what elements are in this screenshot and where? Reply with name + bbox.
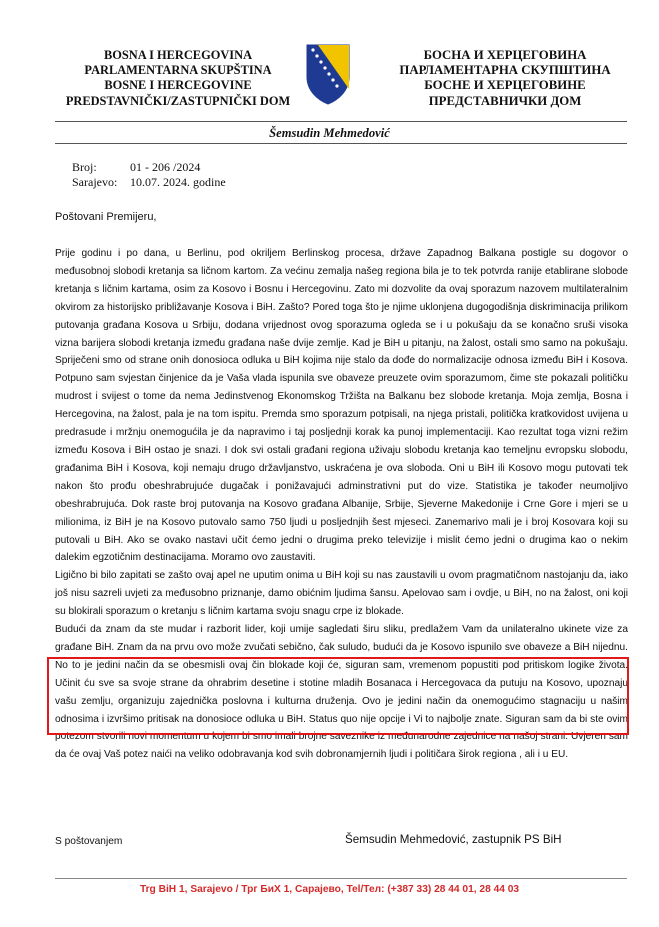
header-line: ПАРЛАМЕНТАРНА СКУПШТИНА: [399, 63, 611, 78]
header-line: БОСНА И ХЕРЦЕГОВИНА: [423, 48, 587, 62]
header-cyrillic: [380, 48, 630, 109]
reference-number: [72, 160, 200, 175]
paragraph: Budući da znam da ste mudar i razborit lider, koji umije sagledati širu sliku, predlažem Vam da unilateralno ukinete vize za građane BiH. Znam da na prvu ovo može zvučati sebično, čak suludo, budući da je Kosovo ispunilo sve obaveze a BiH nijednu. No to je jedini način da se obesmisli ovaj čin blokade koji će, siguran sam, vremenom popustiti pod pritiskom logike života. Učinit ću sve sa svoje strane da ohrabrim desetine i stotine mladih Bosanaca i Hercegovaca da putuju na Kosovo, upoznaju vašu zemlju, organizuju zajednička poslovna i kulturna druženja. Ovo je jedini način da onemogućimo stagnaciju u našim odnosima i izvršimo pritisak na donosioce odluka u BiH. Status quo nije opcije i Vi to najbolje znate. Siguran sam da bi ste ovim potezom stvorili novi momentum u kojem bi smo imali brojne saveznike iz međunarodne zajednice na našoj strani. Uvjeren sam da će ovaj Vaš potez naići na veliko odobravanja kod svih dobronamjernih ljudi i političara širok regiona , ali i u EU.: [55, 624, 628, 761]
paragraph: Prije godinu i po dana, u Berlinu, pod okriljem Berlinskog procesa, države Zapadnog Balkana postigle su dogovor o međusobnoj slobodi kretanja sa ličnom kartom. Za većinu zemalja našeg regiona bila je to tek potvrda ranije etablirane slobode kretanja s ličnim kartama, osim za Kosovo i Bosnu i Hercegovinu. Zato mi dozvolite da ovaj sporazum nazovem multilateralnim okvirom za historijsko približavanje Kosova i BiH. Zašto? Pored toga što je njime uklonjena dugogodišnja diskriminacija prilikom putovanja građana Kosova u Srbiju, dodana vrijednost ovog sporazuma ogleda se i u pokušaju da se konačno sruši visoka vizna barijera slobodi kretanja između građana naše dvije zemlje. Kad je BiH u pitanju, na žalost, ostali smo samo na pokušaju. Spriječeni smo od strane onih donosioca odluka u BiH kojima nije stalo da dođe do normalizacije odnosa između BiH i Kosova. Potpuno sam svjestan činjenice da je Vaša vlada ispunila sve obaveze preuzete ovim sporazumom, čime ste pokazali političku mudrost i svijest o tome da nema Jedinstvenog Ekonomskog Tržišta na Balkanu bez slobode kretanja. Moja zemlja, Bosna i Hercegovina, na žalost, pala je na tom ispitu. Premda smo sporazum potpisali, na njega pristali, politička kratkovidost uvijena u predrasude i mržnju onemogućila je da napravimo i taj posljednji korak ka punoj implementaciji. Kao rezultat toga vizni režim između Kosova i BiH ostao je snazi. I dok svi ostali građani regiona uživaju slobodu kretanja kao temeljnu evropsku slobodu, građanima BiH i Kosova, koji nemaju drugo državljanstvo, uskraćena je ova sloboda. Oni u BiH ili Kosovo mogu putovati tek nakon što prođu obeshrabrujuće dugačak i ponižavajući adminstrativni put do vize. Statistika je također neumoljivo obeshrabrujuća. Dok raste broj putovanja na Kosovo građana Albanije, Srbije, Sjeverne Makedonije i Crne Gore i mjeri se u milionima, iz BiH je na Kosovo putovalo samo 750 ljudi u posljednjih šest mjeseci. Zanemarivo mali je i broj Kosovara koji su putovali u BiH. Ako se ovako nastavi učit ćemo jedni o drugima preko televizije i mislit ćemo jedni o drugima kao o nekim dalekim egzotičnim destinacijama. Moramo ovo zaustaviti.: [55, 248, 628, 564]
broj-value: 01 - 206 /2024: [130, 160, 201, 174]
header-line: ПРЕДСТАВНИЧКИ ДОМ: [428, 93, 582, 108]
author-name: Šemsudin Mehmedović: [269, 126, 390, 140]
coat-of-arms-icon: [304, 43, 352, 105]
date-value: 10.07. 2024. godine: [130, 175, 226, 189]
closing: S poštovanjem: [55, 836, 123, 847]
header-line: PARLAMENTARNA SKUPŠTINA: [84, 63, 272, 78]
signature: Šemsudin Mehmedović, zastupnik PS BiH: [345, 833, 562, 846]
header-divider: [55, 121, 627, 122]
header-line: БОСНЕ И ХЕРЦЕГОВИНЕ: [424, 78, 586, 93]
header-latin: [58, 48, 298, 109]
header-line: BOSNE I HERCEGOVINE: [104, 78, 252, 93]
footer-address: Trg BiH 1, Sarajevo / Трг БиХ 1, Сарајево, Tel/Тел: (+387 33) 28 44 01, 28 44 03: [139, 884, 520, 895]
highlight-box: [47, 657, 629, 735]
place-label: Sarajevo:: [72, 175, 118, 189]
author-divider: [55, 143, 627, 144]
header-line: BOSNA I HERCEGOVINA: [103, 48, 253, 62]
greeting: Poštovani Premijeru,: [55, 211, 157, 223]
broj-label: Broj:: [72, 160, 97, 174]
header-line: PREDSTAVNIČKI/ZASTUPNIČKI DOM: [65, 93, 291, 108]
reference-date: [72, 175, 226, 190]
footer-divider: [55, 878, 627, 879]
paragraph: Ligično bi bilo zapitati se zašto ovaj apel ne uputim onima u BiH koji su nas zaustavili u ovom pragmatičnom nastojanju da, iako još nisu sazreli uvjeti za međusobno priznanje, damo obićnim ljudima šansu. Apelovao sam i ovdje, u BiH, no na žalost, oni koji su blokirali sporazum o kretanju s ličnim kartama svoju snagu crpe iz blokade.: [55, 570, 628, 618]
